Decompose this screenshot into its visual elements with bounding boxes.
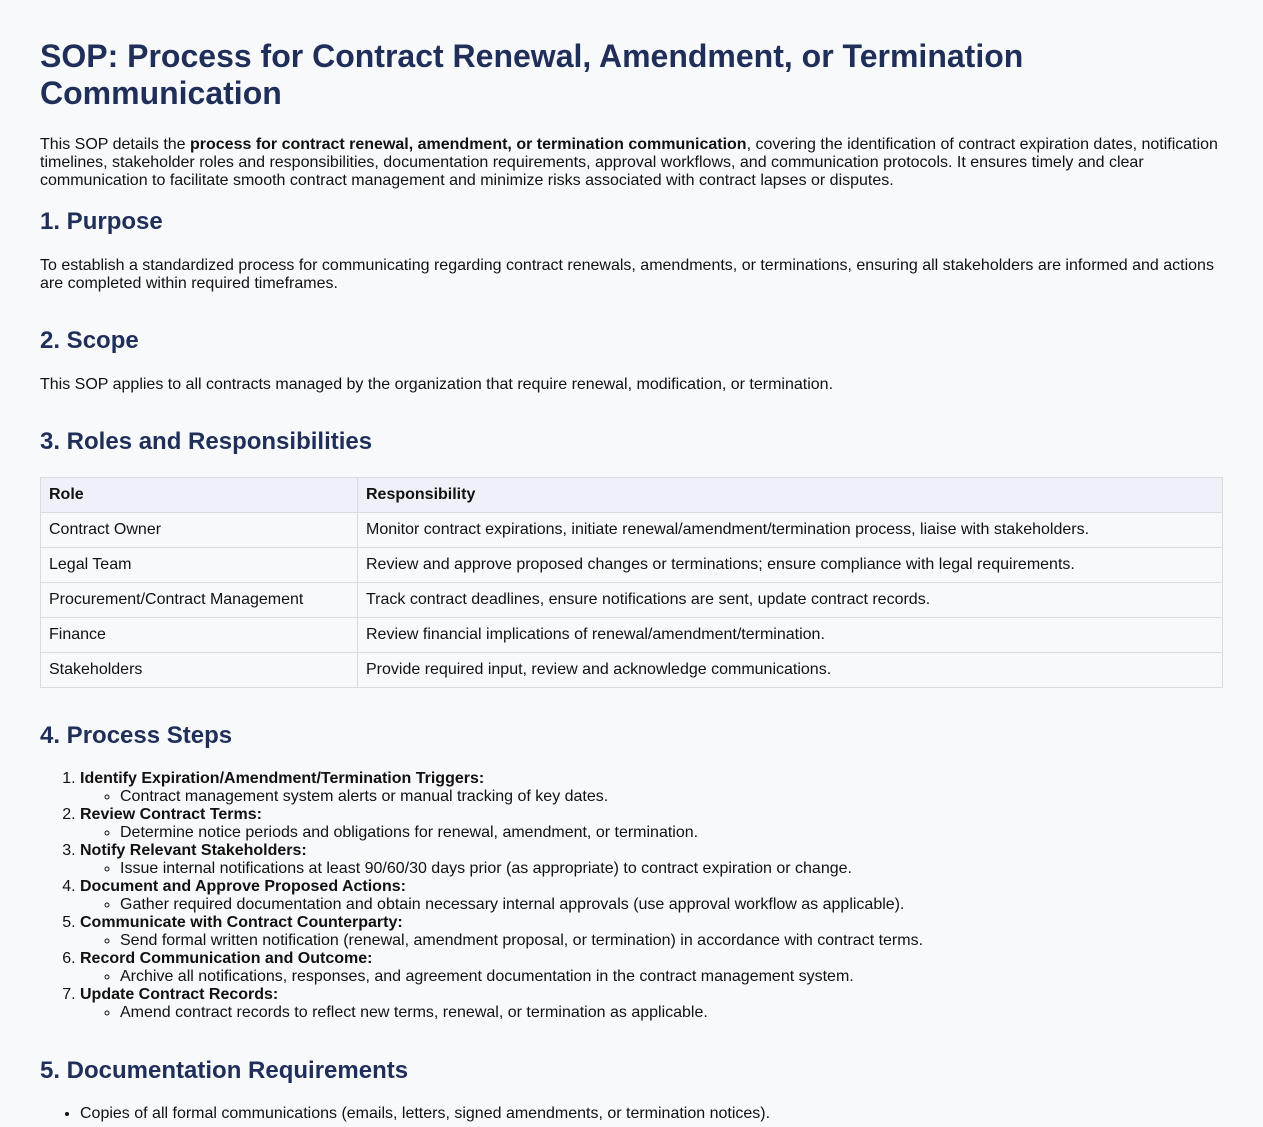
section-heading-documentation: 5. Documentation Requirements	[40, 1057, 409, 1084]
step-detail-list	[80, 1004, 1223, 1022]
section-heading-scope: 2. Scope	[40, 327, 139, 354]
section-heading-roles: 3. Roles and Responsibilities	[40, 428, 373, 455]
table-row	[41, 583, 1223, 618]
step-detail: ◦ Gather required documentation and obtain necessary internal approvals (use approval workflow as applicable).	[120, 896, 1223, 914]
role-cell: Stakeholders	[41, 653, 358, 688]
step-detail-list	[80, 896, 1223, 914]
role-cell: Legal Team	[41, 548, 358, 583]
step-title: Identify Expiration/Amendment/Termination Triggers:	[80, 770, 485, 787]
step-detail-list	[80, 788, 1223, 806]
list-item	[80, 770, 1223, 806]
step-title: Communicate with Contract Counterparty:	[80, 914, 403, 931]
role-cell: Finance	[41, 618, 358, 653]
list-item	[80, 842, 1223, 878]
step-detail-list	[80, 968, 1223, 986]
role-cell: Procurement/Contract Management	[41, 583, 358, 618]
step-detail: ◦ Send formal written notification (renewal, amendment proposal, or termination) in accordance with contract terms.	[120, 932, 1223, 950]
step-detail-list	[80, 860, 1223, 878]
intro-paragraph	[40, 136, 1223, 190]
roles-table	[40, 477, 1223, 688]
table-row	[41, 618, 1223, 653]
list-item	[80, 986, 1223, 1022]
page-title: SOP: Process for Contract Renewal, Amendment, or Termination Communication	[40, 38, 1024, 111]
responsibility-cell: Provide required input, review and acknowledge communications.	[358, 653, 1223, 688]
role-cell: Contract Owner	[41, 513, 358, 548]
step-detail: ◦ Archive all notifications, responses, and agreement documentation in the contract management system.	[120, 968, 1223, 986]
step-title: Notify Relevant Stakeholders:	[80, 842, 307, 859]
step-detail-list	[80, 932, 1223, 950]
table-row	[41, 548, 1223, 583]
step-title: Review Contract Terms:	[80, 806, 262, 823]
list-item: • Copies of all formal communications (emails, letters, signed amendments, or termination notices).	[80, 1105, 1223, 1123]
list-item	[80, 914, 1223, 950]
step-title: Record Communication and Outcome:	[80, 950, 373, 967]
roles-table-header-row	[41, 478, 1223, 513]
column-header-role: Role	[41, 478, 358, 513]
step-title: Update Contract Records:	[80, 986, 279, 1003]
intro-prefix: This SOP details the	[40, 136, 190, 153]
section-heading-process-steps: 4. Process Steps	[40, 722, 233, 749]
sop-document	[40, 0, 1223, 1122]
step-title: Document and Approve Proposed Actions:	[80, 878, 406, 895]
documentation-list	[40, 1105, 1223, 1123]
intro-bold: process for contract renewal, amendment, or termination communication	[190, 136, 747, 153]
purpose-text: To establish a standardized process for communicating regarding contract renewals, amendments, or terminations, ensuring all stakeholders are informed and actions are completed within required timeframes.	[40, 257, 1214, 292]
column-header-responsibility: Responsibility	[358, 478, 1223, 513]
list-item	[80, 950, 1223, 986]
step-detail-list	[80, 824, 1223, 842]
responsibility-cell: Review financial implications of renewal/amendment/termination.	[358, 618, 1223, 653]
scope-text: This SOP applies to all contracts managed by the organization that require renewal, modification, or termination.	[40, 376, 834, 393]
intro-suffix: , covering the identification of contract expiration dates, notification timelines, stakeholder roles and responsibilities, documentation requirements, approval workflows, and communication protocols. It ensures timely and clear communication to facilitate smooth contract management and minimize risks associated with contract lapses or disputes.	[40, 136, 1218, 189]
list-item	[80, 806, 1223, 842]
step-detail: ◦ Amend contract records to reflect new terms, renewal, or termination as applicable.	[120, 1004, 1223, 1022]
section-heading-purpose: 1. Purpose	[40, 208, 163, 235]
step-detail: ◦ Contract management system alerts or manual tracking of key dates.	[120, 788, 1223, 806]
table-row	[41, 513, 1223, 548]
responsibility-cell: Track contract deadlines, ensure notifications are sent, update contract records.	[358, 583, 1223, 618]
list-item	[80, 878, 1223, 914]
step-detail: ◦ Determine notice periods and obligations for renewal, amendment, or termination.	[120, 824, 1223, 842]
responsibility-cell: Monitor contract expirations, initiate renewal/amendment/termination process, liaise with stakeholders.	[358, 513, 1223, 548]
table-row	[41, 653, 1223, 688]
process-steps-list	[40, 770, 1223, 1022]
step-detail: ◦ Issue internal notifications at least 90/60/30 days prior (as appropriate) to contract expiration or change.	[120, 860, 1223, 878]
responsibility-cell: Review and approve proposed changes or terminations; ensure compliance with legal requirements.	[358, 548, 1223, 583]
